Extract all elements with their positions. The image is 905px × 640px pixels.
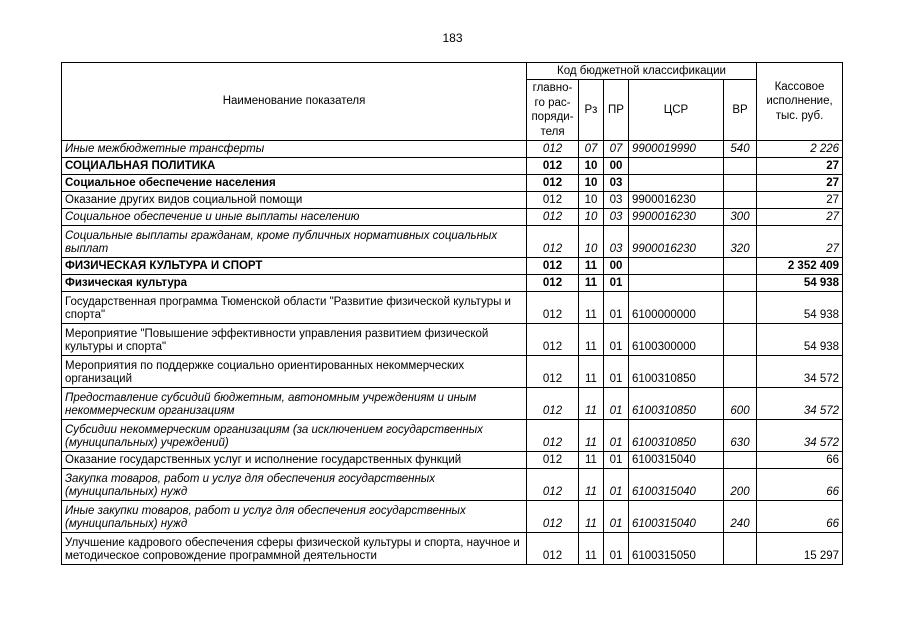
table-row <box>62 275 843 292</box>
row-vr-cell <box>724 158 757 175</box>
table-row <box>62 420 843 452</box>
row-vr-cell <box>724 275 757 292</box>
row-csr-cell: 9900016230 <box>629 226 724 258</box>
row-vr-cell: 540 <box>724 141 757 158</box>
row-pr-cell: 01 <box>604 275 629 292</box>
row-amount-cell: 27 <box>757 209 843 226</box>
row-glavny-cell: 012 <box>527 324 579 356</box>
row-rz-cell: 11 <box>579 501 604 533</box>
row-glavny-cell: 012 <box>527 226 579 258</box>
row-name-cell: Мероприятия по поддержке социально ориентированных некоммерческих организаций <box>62 356 527 388</box>
row-rz-cell: 07 <box>579 141 604 158</box>
row-csr-cell: 6100310850 <box>629 356 724 388</box>
row-rz-cell: 10 <box>579 209 604 226</box>
row-amount-cell: 66 <box>757 469 843 501</box>
row-glavny-cell: 012 <box>527 388 579 420</box>
row-glavny-cell: 012 <box>527 501 579 533</box>
row-csr-cell <box>629 258 724 275</box>
budget-execution-table <box>61 62 843 565</box>
row-pr-cell: 01 <box>604 388 629 420</box>
row-csr-cell: 6100300000 <box>629 324 724 356</box>
row-amount-cell: 2 226 <box>757 141 843 158</box>
row-name-cell: Социальное обеспечение и иные выплаты населению <box>62 209 527 226</box>
row-name-cell: Улучшение кадрового обеспечения сферы физической культуры и спорта, научное и методическое сопровождение программной деятельности <box>62 533 527 565</box>
row-pr-cell: 00 <box>604 158 629 175</box>
header-name: Наименование показателя <box>62 63 527 141</box>
row-vr-cell <box>724 356 757 388</box>
row-rz-cell: 11 <box>579 469 604 501</box>
row-vr-cell: 300 <box>724 209 757 226</box>
header-rz: Рз <box>579 80 604 141</box>
row-csr-cell <box>629 275 724 292</box>
row-rz-cell: 11 <box>579 324 604 356</box>
row-csr-cell <box>629 175 724 192</box>
row-vr-cell: 320 <box>724 226 757 258</box>
row-amount-cell: 27 <box>757 175 843 192</box>
row-amount-cell: 34 572 <box>757 388 843 420</box>
row-name-cell: Субсидии некоммерческим организациям (за исключением государственных (муниципальных) учреждений) <box>62 420 527 452</box>
row-name-cell: Иные межбюджетные трансферты <box>62 141 527 158</box>
row-vr-cell: 600 <box>724 388 757 420</box>
header-csr: ЦСР <box>629 80 724 141</box>
row-glavny-cell: 012 <box>527 141 579 158</box>
row-vr-cell <box>724 175 757 192</box>
table-row <box>62 388 843 420</box>
table-row <box>62 209 843 226</box>
row-rz-cell: 10 <box>579 175 604 192</box>
row-vr-cell <box>724 258 757 275</box>
row-csr-cell: 9900019990 <box>629 141 724 158</box>
row-rz-cell: 10 <box>579 226 604 258</box>
row-glavny-cell: 012 <box>527 452 579 469</box>
row-pr-cell: 01 <box>604 292 629 324</box>
row-csr-cell: 6100315040 <box>629 501 724 533</box>
row-pr-cell: 01 <box>604 469 629 501</box>
row-rz-cell: 10 <box>579 158 604 175</box>
row-name-cell: Государственная программа Тюменской области "Развитие физической культуры и спорта" <box>62 292 527 324</box>
row-amount-cell: 34 572 <box>757 356 843 388</box>
row-csr-cell: 6100310850 <box>629 420 724 452</box>
row-glavny-cell: 012 <box>527 175 579 192</box>
row-glavny-cell: 012 <box>527 533 579 565</box>
row-glavny-cell: 012 <box>527 258 579 275</box>
row-pr-cell: 01 <box>604 533 629 565</box>
table-row <box>62 141 843 158</box>
row-amount-cell: 2 352 409 <box>757 258 843 275</box>
row-amount-cell: 15 297 <box>757 533 843 565</box>
table-row <box>62 356 843 388</box>
table-row <box>62 158 843 175</box>
row-csr-cell: 6100315040 <box>629 469 724 501</box>
row-pr-cell: 01 <box>604 420 629 452</box>
row-name-cell: Иные закупки товаров, работ и услуг для обеспечения государственных (муниципальных) нужд <box>62 501 527 533</box>
row-csr-cell: 6100315040 <box>629 452 724 469</box>
row-amount-cell: 27 <box>757 192 843 209</box>
row-amount-cell: 54 938 <box>757 292 843 324</box>
table-row <box>62 175 843 192</box>
row-vr-cell <box>724 292 757 324</box>
row-pr-cell: 01 <box>604 452 629 469</box>
row-vr-cell <box>724 192 757 209</box>
row-pr-cell: 01 <box>604 356 629 388</box>
page-number: 183 <box>442 31 463 45</box>
row-amount-cell: 66 <box>757 501 843 533</box>
row-amount-cell: 27 <box>757 226 843 258</box>
row-glavny-cell: 012 <box>527 420 579 452</box>
row-pr-cell: 03 <box>604 192 629 209</box>
row-csr-cell <box>629 158 724 175</box>
table-row <box>62 324 843 356</box>
row-vr-cell: 200 <box>724 469 757 501</box>
header-amount: Кассовое исполнение, тыс. руб. <box>757 63 843 141</box>
table-row <box>62 501 843 533</box>
row-amount-cell: 66 <box>757 452 843 469</box>
row-name-cell: Социальное обеспечение населения <box>62 175 527 192</box>
row-pr-cell: 03 <box>604 175 629 192</box>
header-glavny: главно-го рас-поряди-теля <box>527 80 579 141</box>
row-csr-cell: 9900016230 <box>629 192 724 209</box>
row-rz-cell: 11 <box>579 420 604 452</box>
row-vr-cell <box>724 533 757 565</box>
row-name-cell: Закупка товаров, работ и услуг для обеспечения государственных (муниципальных) нужд <box>62 469 527 501</box>
row-name-cell: ФИЗИЧЕСКАЯ КУЛЬТУРА И СПОРТ <box>62 258 527 275</box>
row-name-cell: Мероприятие "Повышение эффективности управления развитием физической культуры и спорта" <box>62 324 527 356</box>
table-row <box>62 452 843 469</box>
row-rz-cell: 11 <box>579 292 604 324</box>
row-name-cell: Предоставление субсидий бюджетным, автономным учреждениям и иным некоммерческим организациям <box>62 388 527 420</box>
row-name-cell: Оказание других видов социальной помощи <box>62 192 527 209</box>
header-pr: ПР <box>604 80 629 141</box>
row-glavny-cell: 012 <box>527 356 579 388</box>
row-rz-cell: 11 <box>579 533 604 565</box>
row-vr-cell <box>724 452 757 469</box>
row-rz-cell: 11 <box>579 356 604 388</box>
row-glavny-cell: 012 <box>527 469 579 501</box>
row-csr-cell: 6100315050 <box>629 533 724 565</box>
row-glavny-cell: 012 <box>527 158 579 175</box>
table-row <box>62 469 843 501</box>
row-rz-cell: 11 <box>579 258 604 275</box>
row-rz-cell: 11 <box>579 388 604 420</box>
row-pr-cell: 01 <box>604 324 629 356</box>
header-code-group: Код бюджетной классификации <box>527 63 757 80</box>
row-amount-cell: 34 572 <box>757 420 843 452</box>
row-amount-cell: 54 938 <box>757 324 843 356</box>
header-row-group <box>62 63 843 80</box>
row-vr-cell <box>724 324 757 356</box>
row-rz-cell: 10 <box>579 192 604 209</box>
row-vr-cell: 240 <box>724 501 757 533</box>
row-pr-cell: 03 <box>604 209 629 226</box>
row-rz-cell: 11 <box>579 275 604 292</box>
table-row <box>62 258 843 275</box>
row-amount-cell: 27 <box>757 158 843 175</box>
row-name-cell: СОЦИАЛЬНАЯ ПОЛИТИКА <box>62 158 527 175</box>
row-pr-cell: 01 <box>604 501 629 533</box>
row-vr-cell: 630 <box>724 420 757 452</box>
row-amount-cell: 54 938 <box>757 275 843 292</box>
table-body <box>62 141 843 565</box>
row-csr-cell: 6100310850 <box>629 388 724 420</box>
row-name-cell: Оказание государственных услуг и исполнение государственных функций <box>62 452 527 469</box>
row-name-cell: Физическая культура <box>62 275 527 292</box>
row-glavny-cell: 012 <box>527 209 579 226</box>
row-name-cell: Социальные выплаты гражданам, кроме публичных нормативных социальных выплат <box>62 226 527 258</box>
table-row <box>62 292 843 324</box>
row-pr-cell: 03 <box>604 226 629 258</box>
row-glavny-cell: 012 <box>527 192 579 209</box>
row-pr-cell: 07 <box>604 141 629 158</box>
row-csr-cell: 6100000000 <box>629 292 724 324</box>
row-glavny-cell: 012 <box>527 275 579 292</box>
header-vr: ВР <box>724 80 757 141</box>
row-rz-cell: 11 <box>579 452 604 469</box>
row-csr-cell: 9900016230 <box>629 209 724 226</box>
table-row <box>62 226 843 258</box>
table-row <box>62 192 843 209</box>
row-pr-cell: 00 <box>604 258 629 275</box>
row-glavny-cell: 012 <box>527 292 579 324</box>
table-row <box>62 533 843 565</box>
